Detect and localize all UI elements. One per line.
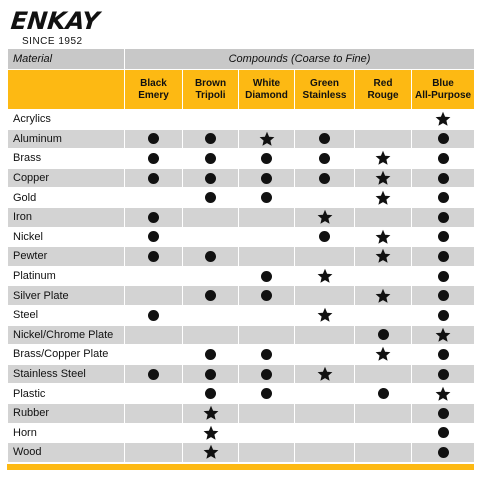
recommended-dot-icon <box>438 192 449 203</box>
compound-header <box>125 70 183 110</box>
table-row <box>8 443 475 463</box>
table-row <box>8 423 475 443</box>
compound-cell <box>295 403 355 423</box>
material-name: Nickel <box>8 227 125 247</box>
compound-cell <box>125 345 183 365</box>
compound-cell <box>355 325 412 345</box>
compound-header-line: Emery <box>138 89 169 101</box>
recommended-dot-icon <box>148 153 159 164</box>
compound-cell <box>125 325 183 345</box>
compound-cell <box>412 129 475 149</box>
compound-cell <box>183 364 239 384</box>
compound-header-line: Brown <box>194 77 227 89</box>
compound-cell <box>125 286 183 306</box>
best-choice-star-icon <box>435 327 451 343</box>
compound-cell <box>183 443 239 463</box>
recommended-dot-icon <box>261 290 272 301</box>
recommended-dot-icon <box>319 153 330 164</box>
recommended-dot-icon <box>438 427 449 438</box>
recommended-dot-icon <box>438 271 449 282</box>
best-choice-star-icon <box>375 346 391 362</box>
compound-cell <box>295 207 355 227</box>
compound-cell <box>239 305 295 325</box>
recommended-dot-icon <box>148 251 159 262</box>
table-row <box>8 188 475 208</box>
best-choice-star-icon <box>203 444 219 460</box>
compound-cell <box>295 247 355 267</box>
compound-cell <box>183 129 239 149</box>
compound-cell <box>125 149 183 169</box>
material-name: Silver Plate <box>8 286 125 306</box>
recommended-dot-icon <box>438 212 449 223</box>
footer-accent-bar <box>7 464 474 470</box>
recommended-dot-icon <box>438 349 449 360</box>
compound-cell <box>412 286 475 306</box>
recommended-dot-icon <box>261 173 272 184</box>
material-name: Steel <box>8 305 125 325</box>
recommended-dot-icon <box>438 133 449 144</box>
compound-header-line: White <box>252 77 281 89</box>
recommended-dot-icon <box>205 173 216 184</box>
compound-cell <box>412 325 475 345</box>
recommended-dot-icon <box>438 310 449 321</box>
compound-cell <box>355 266 412 286</box>
table-row <box>8 110 475 130</box>
best-choice-star-icon <box>317 366 333 382</box>
compound-cell <box>239 129 295 149</box>
recommended-dot-icon <box>319 173 330 184</box>
compound-cell <box>295 384 355 404</box>
compound-cell <box>183 168 239 188</box>
compound-cell <box>412 207 475 227</box>
compound-cell <box>295 188 355 208</box>
compound-cell <box>239 149 295 169</box>
table-row <box>8 384 475 404</box>
compound-cell <box>239 207 295 227</box>
compound-cell <box>125 188 183 208</box>
compound-cell <box>355 129 412 149</box>
compound-header-line: Red <box>373 77 393 89</box>
compound-cell <box>412 443 475 463</box>
table-row <box>8 149 475 169</box>
compound-cell <box>239 384 295 404</box>
best-choice-star-icon <box>203 425 219 441</box>
compound-cell <box>239 110 295 130</box>
compound-cell <box>355 305 412 325</box>
recommended-dot-icon <box>438 153 449 164</box>
compound-cell <box>239 168 295 188</box>
table-row <box>8 227 475 247</box>
compound-cell <box>239 364 295 384</box>
compound-cell <box>412 168 475 188</box>
compound-cell <box>355 403 412 423</box>
compound-header-line: Stainless <box>302 89 347 101</box>
compound-cell <box>239 443 295 463</box>
best-choice-star-icon <box>435 111 451 127</box>
compound-cell <box>295 423 355 443</box>
compound-cell <box>183 286 239 306</box>
compound-cell <box>239 403 295 423</box>
compound-cell <box>295 364 355 384</box>
recommended-dot-icon <box>319 133 330 144</box>
compound-cell <box>355 110 412 130</box>
compound-cell <box>295 266 355 286</box>
compound-cell <box>355 423 412 443</box>
compound-cell <box>183 188 239 208</box>
compound-cell <box>125 384 183 404</box>
compound-header-line: All-Purpose <box>414 89 472 101</box>
best-choice-star-icon <box>317 307 333 323</box>
recommended-dot-icon <box>261 271 272 282</box>
compound-cell <box>125 423 183 443</box>
best-choice-star-icon <box>375 288 391 304</box>
best-choice-star-icon <box>375 150 391 166</box>
recommended-dot-icon <box>438 290 449 301</box>
compound-cell <box>125 266 183 286</box>
best-choice-star-icon <box>317 209 333 225</box>
best-choice-star-icon <box>375 248 391 264</box>
recommended-dot-icon <box>438 408 449 419</box>
recommended-dot-icon <box>261 369 272 380</box>
compound-header <box>183 70 239 110</box>
recommended-dot-icon <box>148 133 159 144</box>
compound-cell <box>239 423 295 443</box>
compound-cell <box>239 286 295 306</box>
table-row <box>8 168 475 188</box>
material-header: Material <box>8 49 125 70</box>
compound-cell <box>355 247 412 267</box>
table-row <box>8 305 475 325</box>
recommended-dot-icon <box>438 369 449 380</box>
compound-cell <box>295 305 355 325</box>
compound-cell <box>355 345 412 365</box>
recommended-dot-icon <box>148 173 159 184</box>
compound-header-line: Tripoli <box>195 89 226 101</box>
header-row <box>8 49 475 70</box>
material-name: Nickel/Chrome Plate <box>8 325 125 345</box>
recommended-dot-icon <box>438 231 449 242</box>
compound-cell <box>183 227 239 247</box>
compound-cell <box>355 188 412 208</box>
compound-chart-table <box>7 48 475 463</box>
compound-header <box>239 70 295 110</box>
compound-cell <box>125 168 183 188</box>
best-choice-star-icon <box>435 386 451 402</box>
compound-cell <box>412 110 475 130</box>
compound-cell <box>295 149 355 169</box>
material-name: Gold <box>8 188 125 208</box>
compound-cell <box>355 364 412 384</box>
best-choice-star-icon <box>375 190 391 206</box>
best-choice-star-icon <box>317 268 333 284</box>
compound-header-line: Green <box>310 77 339 89</box>
compound-cell <box>412 403 475 423</box>
compound-cell <box>412 266 475 286</box>
recommended-dot-icon <box>205 290 216 301</box>
recommended-dot-icon <box>261 192 272 203</box>
compound-cell <box>295 286 355 306</box>
table-row <box>8 247 475 267</box>
compounds-header: Compounds (Coarse to Fine) <box>125 49 475 70</box>
compound-cell <box>412 149 475 169</box>
compound-cell <box>239 345 295 365</box>
table-row <box>8 266 475 286</box>
material-name: Brass/Copper Plate <box>8 345 125 365</box>
table-row <box>8 364 475 384</box>
recommended-dot-icon <box>205 251 216 262</box>
compound-cell <box>183 423 239 443</box>
recommended-dot-icon <box>378 329 389 340</box>
compound-cell <box>239 188 295 208</box>
table-row <box>8 286 475 306</box>
best-choice-star-icon <box>203 405 219 421</box>
recommended-dot-icon <box>378 388 389 399</box>
recommended-dot-icon <box>438 447 449 458</box>
brand-since: SINCE 1952 <box>22 36 83 47</box>
compound-cell <box>412 423 475 443</box>
compound-cell <box>183 345 239 365</box>
compound-cell <box>125 403 183 423</box>
compound-header-blank <box>8 70 125 110</box>
recommended-dot-icon <box>438 173 449 184</box>
compound-header <box>412 70 475 110</box>
compound-cell <box>412 227 475 247</box>
compound-cell <box>125 227 183 247</box>
compound-cell <box>412 384 475 404</box>
brand-logo <box>9 7 111 47</box>
recommended-dot-icon <box>205 192 216 203</box>
compound-cell <box>183 305 239 325</box>
compound-header <box>355 70 412 110</box>
compound-cell <box>295 345 355 365</box>
best-choice-star-icon <box>375 229 391 245</box>
compound-cell <box>125 443 183 463</box>
material-name: Brass <box>8 149 125 169</box>
compound-cell <box>239 266 295 286</box>
recommended-dot-icon <box>148 231 159 242</box>
compound-names-row <box>8 70 475 110</box>
compound-cell <box>355 286 412 306</box>
compound-header-line: Diamond <box>245 89 288 101</box>
compound-cell <box>239 247 295 267</box>
materials-body <box>8 110 475 463</box>
recommended-dot-icon <box>261 388 272 399</box>
material-name: Stainless Steel <box>8 364 125 384</box>
compound-cell <box>295 129 355 149</box>
material-name: Horn <box>8 423 125 443</box>
material-name: Copper <box>8 168 125 188</box>
best-choice-star-icon <box>375 170 391 186</box>
table-row <box>8 403 475 423</box>
compound-cell <box>183 247 239 267</box>
recommended-dot-icon <box>319 231 330 242</box>
material-name: Plastic <box>8 384 125 404</box>
compound-cell <box>355 384 412 404</box>
compound-cell <box>355 207 412 227</box>
recommended-dot-icon <box>205 369 216 380</box>
compound-cell <box>125 207 183 227</box>
material-name: Wood <box>8 443 125 463</box>
compound-header-line: Rouge <box>367 89 399 101</box>
table-row <box>8 345 475 365</box>
compound-cell <box>125 247 183 267</box>
recommended-dot-icon <box>205 388 216 399</box>
compound-cell <box>412 364 475 384</box>
recommended-dot-icon <box>205 349 216 360</box>
compound-cell <box>125 110 183 130</box>
recommended-dot-icon <box>205 153 216 164</box>
material-name: Aluminum <box>8 129 125 149</box>
recommended-dot-icon <box>205 133 216 144</box>
compound-cell <box>125 129 183 149</box>
compound-header-line: Black <box>140 77 167 89</box>
compound-cell <box>183 325 239 345</box>
compound-cell <box>295 443 355 463</box>
recommended-dot-icon <box>261 349 272 360</box>
compound-cell <box>125 364 183 384</box>
recommended-dot-icon <box>261 153 272 164</box>
brand-name: ENKAY <box>9 7 101 35</box>
compound-cell <box>355 168 412 188</box>
table-row <box>8 325 475 345</box>
compound-cell <box>239 227 295 247</box>
compound-cell <box>183 266 239 286</box>
compound-cell <box>295 110 355 130</box>
compound-cell <box>183 149 239 169</box>
recommended-dot-icon <box>148 369 159 380</box>
compound-cell <box>412 188 475 208</box>
compound-cell <box>125 305 183 325</box>
compound-cell <box>355 149 412 169</box>
compound-cell <box>412 305 475 325</box>
compound-cell <box>295 325 355 345</box>
compound-cell <box>355 443 412 463</box>
table-row <box>8 207 475 227</box>
compound-cell <box>355 227 412 247</box>
material-name: Platinum <box>8 266 125 286</box>
compound-cell <box>295 168 355 188</box>
compound-cell <box>183 207 239 227</box>
recommended-dot-icon <box>148 310 159 321</box>
compound-cell <box>183 384 239 404</box>
table-row <box>8 129 475 149</box>
material-name: Pewter <box>8 247 125 267</box>
material-name: Iron <box>8 207 125 227</box>
compound-cell <box>183 403 239 423</box>
compound-cell <box>183 110 239 130</box>
compound-cell <box>295 227 355 247</box>
material-name: Acrylics <box>8 110 125 130</box>
compound-cell <box>239 325 295 345</box>
recommended-dot-icon <box>148 212 159 223</box>
recommended-dot-icon <box>438 251 449 262</box>
compound-header <box>295 70 355 110</box>
best-choice-star-icon <box>259 131 275 147</box>
compound-cell <box>412 247 475 267</box>
compound-header-line: Blue <box>432 77 454 89</box>
material-name: Rubber <box>8 403 125 423</box>
compound-cell <box>412 345 475 365</box>
